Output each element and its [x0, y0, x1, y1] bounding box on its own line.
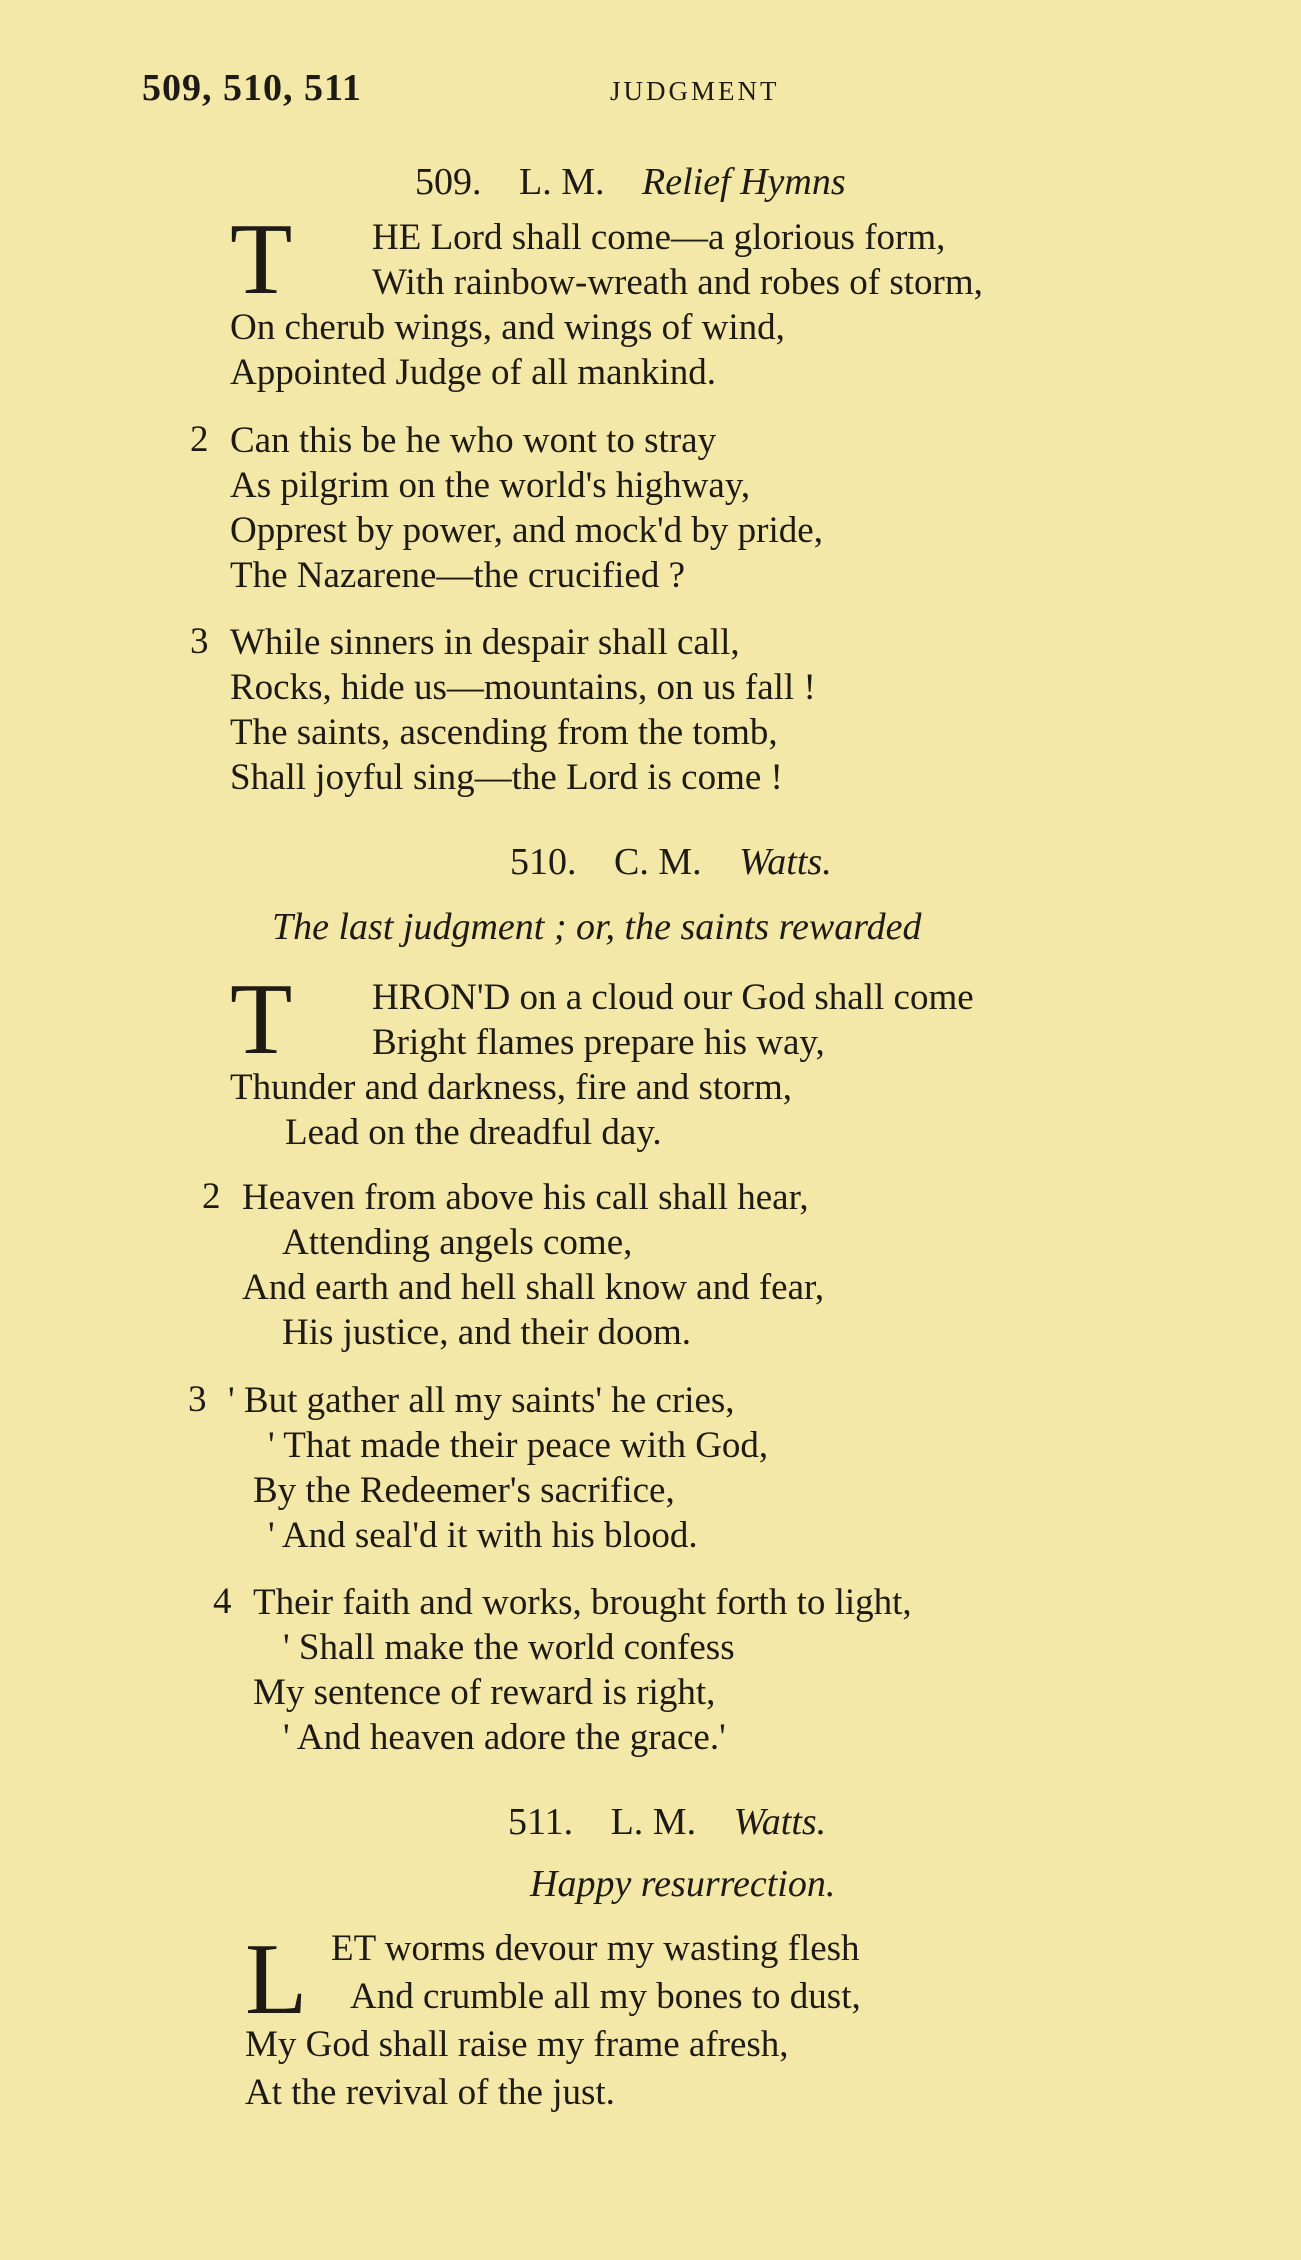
hymn-source: Watts.: [739, 841, 832, 883]
verse-line: Opprest by power, and mock'd by pride,: [230, 510, 823, 551]
verse-line: ' And heaven adore the grace.': [283, 1717, 726, 1758]
verse-line: The Nazarene—the crucified ?: [230, 555, 686, 596]
verse-line: On cherub wings, and wings of wind,: [230, 307, 785, 348]
verse-line: Thunder and darkness, fire and storm,: [230, 1067, 793, 1108]
hymn-meter: L. M.: [519, 161, 605, 203]
hymn-510-heading: [510, 840, 832, 884]
verse-line: The saints, ascending from the tomb,: [230, 712, 778, 753]
hymn-subtitle: The last judgment ; or, the saints rewarded: [272, 906, 922, 948]
verse-line: ' But gather all my saints' he cries,: [228, 1380, 735, 1421]
page-header: [142, 66, 1142, 116]
verse-line: With rainbow-wreath and robes of storm,: [372, 262, 983, 303]
verse-line: Bright flames prepare his way,: [372, 1022, 825, 1063]
hymn-source: Relief Hymns: [642, 161, 846, 203]
verse-line: Appointed Judge of all mankind.: [230, 352, 717, 393]
page-numbers: 509, 510, 511: [142, 67, 362, 109]
hymn-number: 509.: [415, 161, 482, 203]
hymn-511-heading: [508, 1800, 826, 1844]
drop-cap: T: [230, 203, 293, 316]
hymn-510-stanza-1: [230, 963, 974, 1155]
verse-line: My sentence of reward is right,: [253, 1672, 716, 1713]
verse-line: ET worms devour my wasting flesh: [331, 1928, 860, 1969]
stanza-number: 3: [190, 621, 209, 662]
verse-line: As pilgrim on the world's highway,: [230, 465, 751, 506]
verse-line: ' And seal'd it with his blood.: [268, 1515, 698, 1556]
hymn-source: Watts.: [733, 1801, 827, 1843]
verse-line: And crumble all my bones to dust,: [350, 1976, 861, 2017]
hymn-number: 510.: [510, 841, 577, 883]
hymn-511-stanza-1: [245, 1925, 861, 2117]
verse-line: His justice, and their doom.: [282, 1312, 691, 1353]
hymn-510-stanza-2: [202, 1175, 825, 1355]
verse-line: Attending angels come,: [282, 1222, 633, 1263]
verse-line: At the revival of the just.: [245, 2072, 615, 2113]
verse-line: Their faith and works, brought forth to light,: [253, 1582, 912, 1623]
running-title: JUDGMENT: [610, 76, 780, 106]
verse-line: Lead on the dreadful day.: [285, 1112, 662, 1153]
stanza-number: 3: [188, 1379, 207, 1420]
verse-line: Can this be he who wont to stray: [230, 420, 717, 461]
stanza-number: 2: [202, 1176, 221, 1217]
verse-line: My God shall raise my frame afresh,: [245, 2024, 789, 2065]
hymn-510-stanza-4: [213, 1580, 912, 1760]
verse-line: Heaven from above his call shall hear,: [242, 1177, 809, 1218]
hymn-subtitle: Happy resurrection.: [530, 1863, 836, 1905]
stanza-number: 2: [190, 419, 209, 460]
verse-line: HE Lord shall come—a glorious form,: [372, 217, 946, 258]
verse-line: HRON'D on a cloud our God shall come: [372, 977, 974, 1018]
hymn-509-heading: [415, 160, 846, 204]
verse-line: While sinners in despair shall call,: [230, 622, 740, 663]
hymn-509-stanza-1: [230, 203, 983, 395]
verse-line: By the Redeemer's sacrifice,: [253, 1470, 675, 1511]
drop-cap: L: [245, 1923, 308, 2036]
verse-line: Shall joyful sing—the Lord is come !: [230, 757, 783, 798]
verse-line: And earth and hell shall know and fear,: [242, 1267, 825, 1308]
hymn-509-stanza-3: [190, 620, 816, 800]
hymn-510-stanza-3: [188, 1378, 769, 1558]
verse-line: ' Shall make the world confess: [283, 1627, 735, 1668]
hymn-meter: L. M.: [610, 1801, 697, 1843]
hymn-509-stanza-2: [190, 418, 823, 598]
drop-cap: T: [230, 963, 293, 1076]
stanza-number: 4: [213, 1581, 232, 1622]
verse-line: ' That made their peace with God,: [268, 1425, 769, 1466]
hymn-number: 511.: [508, 1801, 574, 1843]
verse-line: Rocks, hide us—mountains, on us fall !: [230, 667, 816, 708]
hymn-meter: C. M.: [614, 841, 702, 883]
